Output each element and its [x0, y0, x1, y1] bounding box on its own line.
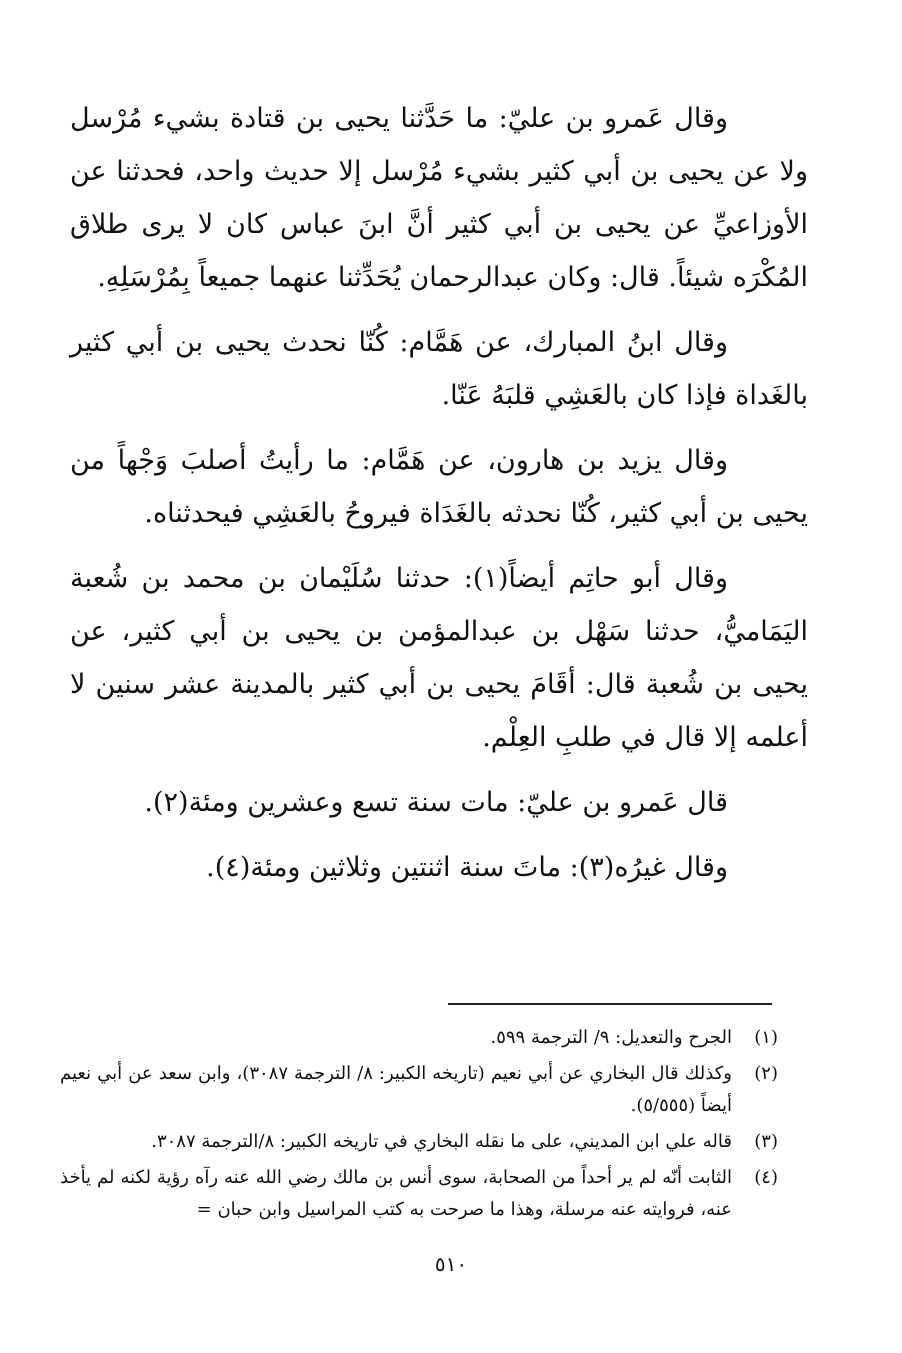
page-number: ٥١٠	[434, 1252, 468, 1276]
footnotes	[60, 1022, 778, 1230]
paragraph-3: وقال يزيد بن هارون، عن هَمَّام: ما رأيتُ أصلبَ وَجْهاً من يحيى بن أبي كثير، كُنّا نحدثه بالغَدَاة فيروحُ بالعَشِي فيحدثناه.	[70, 445, 808, 529]
footnote-divider	[448, 1003, 772, 1005]
main-text	[70, 92, 808, 906]
footnote-number: (٢)	[754, 1063, 778, 1084]
paragraph-6: وقال غيرُه(٣): ماتَ سنة اثنتين وثلاثين ومئة(٤).	[206, 852, 728, 883]
footnote-number: (٤)	[754, 1167, 778, 1188]
footnote-3	[60, 1126, 778, 1158]
footnote-number: (٣)	[754, 1131, 778, 1152]
paragraph-2: وقال ابنُ المبارك، عن هَمَّام: كُنّا نحدث يحيى بن أبي كثير بالغَداة فإذا كان بالعَشِي قلبَهُ عَنّا.	[70, 327, 808, 411]
footnote-text: الجرح والتعديل: ٩/ الترجمة ٥٩٩.	[490, 1027, 732, 1048]
footnote-2	[60, 1058, 778, 1122]
paragraph-1: وقال عَمرو بن عليّ: ما حَدَّثنا يحيى بن قتادة بشيء مُرْسل ولا عن يحيى بن أبي كثير بشيء مُرْسل إلا حديث واحد، فحدثنا عن الأوزاعيِّ عن يحيى بن أبي كثير أنَّ ابنَ عباس كان لا يرى طلاق المُكْرَه شيئاً. قال: وكان عبدالرحمان يُحَدِّثنا عنهما جميعاً بِمُرْسَلِهِ.	[70, 103, 808, 293]
footnote-4	[60, 1162, 778, 1226]
footnote-number: (١)	[754, 1027, 778, 1048]
footnote-text: قاله علي ابن المديني، على ما نقله البخاري في تاريخه الكبير: ٨/الترجمة ٣٠٨٧.	[151, 1131, 732, 1152]
paragraph-5: قال عَمرو بن عليّ: مات سنة تسع وعشرين ومئة(٢).	[144, 787, 728, 818]
footnote-1	[60, 1022, 778, 1054]
footnote-text: وكذلك قال البخاري عن أبي نعيم (تاريخه الكبير: ٨/ الترجمة ٣٠٨٧)، وابن سعد عن أبي نعيم أيضاً (٥/٥٥٥).	[60, 1063, 732, 1116]
footnote-text: الثابت أنّه لم ير أحداً من الصحابة، سوى أنس بن مالك رضي الله عنه رآه رؤية لكنه لم يأخذ عنه، فروايته عنه مرسلة، وهذا ما صرحت به كتب المراسيل وابن حبان =	[60, 1167, 732, 1220]
paragraph-4: وقال أبو حاتِم أيضاً(١): حدثنا سُلَيْمان بن محمد بن شُعبة اليَمَاميُّ، حدثنا سَهْل بن عبدالمؤمن بن يحيى بن أبي كثير، عن يحيى بن شُعبة قال: أقَامَ يحيى بن أبي كثير بالمدينة عشر سنين لا أعلمه إلا قال في طلبِ العِلْم.	[70, 563, 808, 753]
